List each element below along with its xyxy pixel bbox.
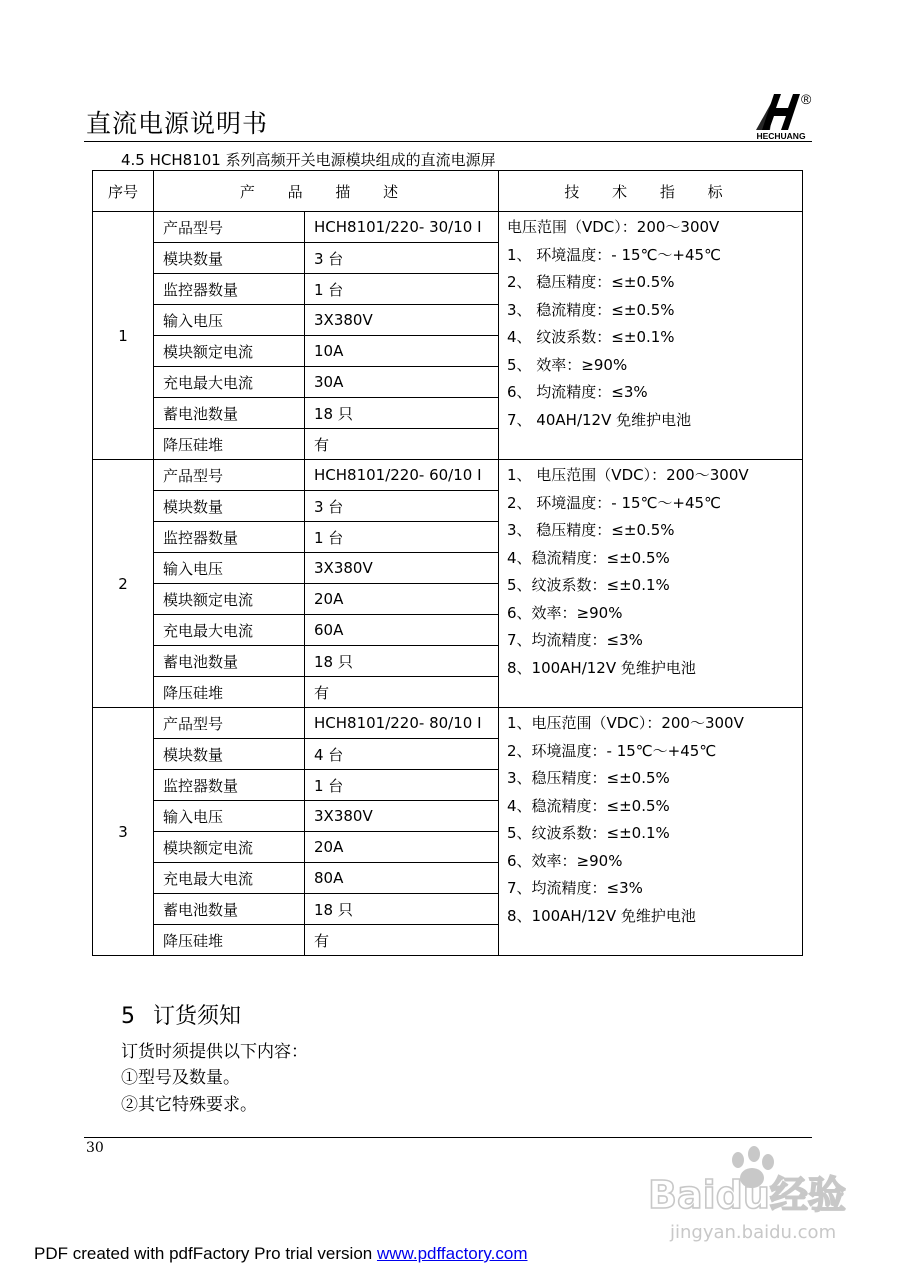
item-name-cell: 产品型号 (154, 212, 305, 243)
spec-line: 1、 环境温度：- 15℃～+45℃ (507, 245, 721, 264)
spec-line: 7、均流精度：≤3% (507, 879, 643, 897)
logo-text: HECHUANG (756, 131, 806, 140)
item-name-cell: 模块额定电流 (154, 832, 305, 863)
item-name-cell: 产品型号 (154, 708, 305, 739)
item-name-cell: 模块数量 (154, 739, 305, 770)
header-divider (84, 141, 812, 142)
spec-line: 6、 均流精度：≤3% (507, 383, 648, 401)
spec-line: 2、 环境温度：- 15℃～+45℃ (507, 493, 721, 512)
spec-line: 8、100AH/12V 免维护电池 (507, 906, 696, 925)
spec-line: 7、 40AH/12V 免维护电池 (507, 410, 692, 429)
item-name-cell: 监控器数量 (154, 770, 305, 801)
hechuang-logo (748, 88, 814, 140)
item-name-cell: 输入电压 (154, 553, 305, 584)
pdf-footer (34, 1244, 528, 1264)
seq-cell: 1 (93, 212, 154, 460)
item-name-cell: 监控器数量 (154, 522, 305, 553)
spec-line: 7、均流精度：≤3% (507, 631, 643, 649)
item-value-cell: 10A (305, 336, 499, 367)
seq-cell: 2 (93, 460, 154, 708)
header-seq: 序号 (93, 171, 154, 212)
item-name-cell: 充电最大电流 (154, 367, 305, 398)
spec-line: 8、100AH/12V 免维护电池 (507, 658, 696, 677)
item-value-cell: HCH8101/220- 60/10 I (305, 460, 499, 491)
item-name-cell: 充电最大电流 (154, 863, 305, 894)
header-spec: 技 术 指 标 (499, 171, 803, 212)
section-caption: 4.5 HCH8101 系列高频开关电源模块组成的直流电源屏 (121, 151, 496, 169)
table-row (93, 460, 803, 491)
baidu-watermark (640, 1140, 855, 1250)
item-value-cell: 有 (305, 429, 499, 460)
section-title: 订货须知 (153, 1004, 242, 1029)
item-name-cell: 充电最大电流 (154, 615, 305, 646)
pdffactory-link[interactable]: www.pdffactory.com (376, 1244, 528, 1263)
spec-line: 4、稳流精度：≤±0.5% (507, 796, 670, 815)
item-value-cell: 1 台 (305, 274, 499, 305)
spec-line: 5、纹波系数：≤±0.1% (507, 576, 670, 594)
page-number: 30 (86, 1140, 104, 1156)
registered-mark: ® (801, 91, 812, 107)
item-name-cell: 模块数量 (154, 491, 305, 522)
spec-cell (499, 708, 803, 956)
item-value-cell: HCH8101/220- 30/10 I (305, 212, 499, 243)
spec-line: 5、 效率：≥90% (507, 355, 628, 374)
spec-line: 2、环境温度：- 15℃～+45℃ (507, 741, 717, 760)
item-name-cell: 监控器数量 (154, 274, 305, 305)
item-value-cell: 80A (305, 863, 499, 894)
spec-line: 4、稳流精度：≤±0.5% (507, 548, 670, 567)
header-product: 产 品 描 述 (154, 171, 499, 212)
watermark-url: jingyan.baidu.com (670, 1222, 837, 1243)
order-line: 订货时须提供以下内容： (121, 1042, 308, 1062)
spec-line: 6、效率：≥90% (507, 851, 623, 870)
product-spec-table (92, 170, 803, 956)
item-value-cell: 有 (305, 925, 499, 956)
item-name-cell: 输入电压 (154, 801, 305, 832)
order-line: ②其它特殊要求。 (121, 1095, 257, 1115)
item-value-cell: 4 台 (305, 739, 499, 770)
item-value-cell: HCH8101/220- 80/10 I (305, 708, 499, 739)
document-title: 直流电源说明书 (86, 109, 269, 138)
spec-line: 4、 纹波系数：≤±0.1% (507, 328, 675, 346)
item-name-cell: 降压硅堆 (154, 925, 305, 956)
seq-cell: 3 (93, 708, 154, 956)
item-name-cell: 蓄电池数量 (154, 646, 305, 677)
spec-line: 3、 稳流精度：≤±0.5% (507, 300, 675, 319)
item-name-cell: 模块额定电流 (154, 336, 305, 367)
spec-line: 3、 稳压精度：≤±0.5% (507, 521, 675, 539)
spec-line: 2、 稳压精度：≤±0.5% (507, 273, 675, 291)
item-value-cell: 18 只 (305, 646, 499, 677)
item-name-cell: 降压硅堆 (154, 429, 305, 460)
item-name-cell: 蓄电池数量 (154, 398, 305, 429)
spec-line: 3、稳压精度：≤±0.5% (507, 769, 670, 787)
spec-line: 6、效率：≥90% (507, 603, 623, 622)
item-name-cell: 降压硅堆 (154, 677, 305, 708)
item-value-cell: 3 台 (305, 491, 499, 522)
item-name-cell: 输入电压 (154, 305, 305, 336)
pdf-footer-text: PDF created with pdfFactory Pro trial version (34, 1244, 377, 1263)
spec-line: 1、 电压范围（VDC）：200～300V (507, 466, 749, 484)
item-value-cell: 30A (305, 367, 499, 398)
section-number: 5 (121, 1004, 135, 1029)
spec-cell (499, 460, 803, 708)
spec-line: 5、纹波系数：≤±0.1% (507, 824, 670, 842)
item-value-cell: 1 台 (305, 770, 499, 801)
table-header-row (93, 171, 803, 212)
watermark-brand: Baidu经验 (648, 1173, 846, 1217)
item-name-cell: 蓄电池数量 (154, 894, 305, 925)
item-value-cell: 60A (305, 615, 499, 646)
order-line: ①型号及数量。 (121, 1068, 240, 1088)
item-name-cell: 产品型号 (154, 460, 305, 491)
item-name-cell: 模块数量 (154, 243, 305, 274)
table-row (93, 708, 803, 739)
item-value-cell: 3X380V (305, 305, 499, 336)
item-value-cell: 3 台 (305, 243, 499, 274)
spec-line: 电压范围（VDC）：200～300V (507, 218, 720, 236)
item-value-cell: 18 只 (305, 398, 499, 429)
spec-line: 1、电压范围（VDC）：200～300V (507, 714, 744, 732)
table-row (93, 212, 803, 243)
footer-divider (84, 1137, 812, 1138)
item-value-cell: 有 (305, 677, 499, 708)
item-value-cell: 20A (305, 584, 499, 615)
item-value-cell: 20A (305, 832, 499, 863)
item-value-cell: 3X380V (305, 553, 499, 584)
section-heading (121, 999, 241, 1030)
item-name-cell: 模块额定电流 (154, 584, 305, 615)
item-value-cell: 18 只 (305, 894, 499, 925)
spec-cell (499, 212, 803, 460)
item-value-cell: 3X380V (305, 801, 499, 832)
item-value-cell: 1 台 (305, 522, 499, 553)
